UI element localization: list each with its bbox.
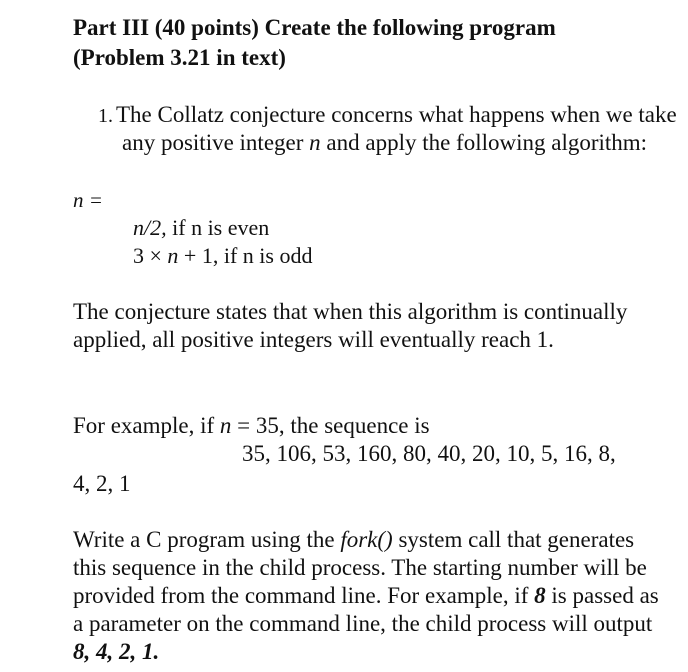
example-output: 8, 4, 2, 1. — [73, 639, 160, 664]
item-var-n: n — [309, 130, 321, 155]
case-even-cond: if n is even — [166, 215, 270, 240]
case-odd-n: n — [167, 243, 179, 268]
list-item-text — [116, 101, 682, 157]
formula-case-even — [133, 214, 269, 242]
task-part-1: Write a C program using the — [73, 527, 341, 552]
case-odd-three: 3 × — [133, 243, 168, 268]
example-intro — [73, 412, 673, 440]
item-text-after: and apply the following algorithm: — [320, 130, 648, 155]
example-arg: 8 — [534, 583, 546, 608]
example-suffix: = 35, the sequence is — [231, 413, 430, 438]
section-heading — [73, 13, 673, 73]
task-part-3: is passed as a parameter on the command line, the child process will output — [73, 583, 659, 636]
case-odd-cond: if n is odd — [218, 243, 313, 268]
example-prefix: For example, if — [73, 413, 220, 438]
sequence-line-1: 35, 106, 53, 160, 80, 40, 20, 10, 5, 16, 8, — [242, 441, 616, 466]
task-part-2: system call that generates this sequence in the child process. The starting number will be provided from the command line. For example, if — [73, 527, 647, 608]
formula-lhs: n = — [73, 188, 103, 212]
example-var-n: n — [219, 413, 232, 438]
case-even-expr: n/2, — [133, 215, 167, 240]
list-item-number: 1. — [98, 105, 113, 127]
fork-call: fork() — [340, 527, 393, 552]
sequence-line-2: 4, 2, 1 — [73, 471, 131, 496]
formula-case-odd — [133, 242, 312, 270]
heading-line-2: (Problem 3.21 in text) — [73, 45, 286, 70]
heading-line-1: Part III (40 points) Create the following program — [73, 15, 556, 40]
conjecture-paragraph: The conjecture states that when this algorithm is continually applied, all positive integers will eventually reach 1. — [73, 299, 628, 352]
case-odd-rest: + 1, — [178, 243, 219, 268]
item-text-before: The Collatz conjecture concerns what happens when we take any positive integer — [116, 102, 677, 155]
task-paragraph — [73, 526, 663, 666]
